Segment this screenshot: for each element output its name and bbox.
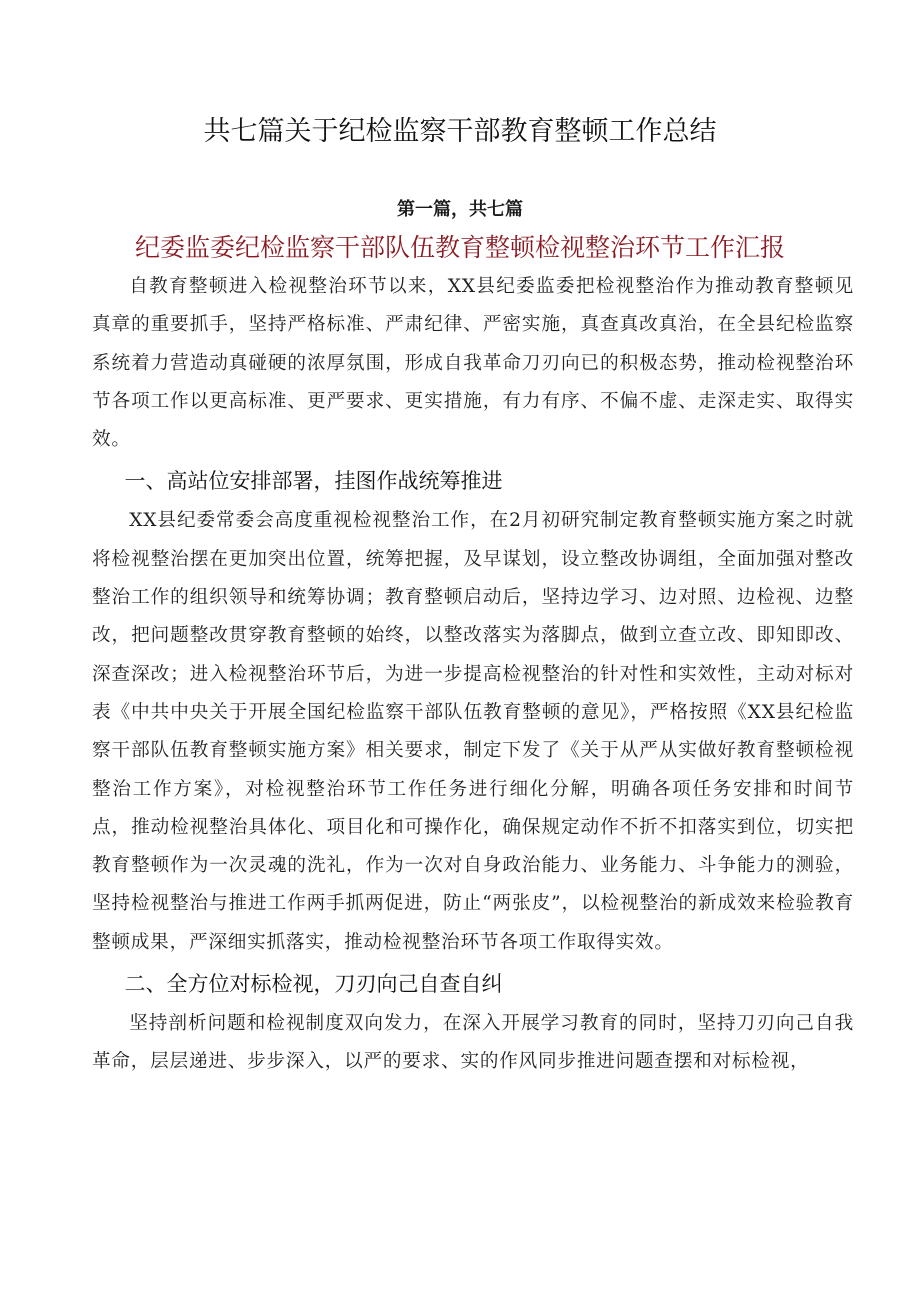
section-2-paragraph: 坚持剖析问题和检视制度双向发力，在深入开展学习教育的同时，坚持刀刃向己自我革命，层层递进、步步深入，以严的要求、实的作风同步推进问题查摆和对标检视，	[92, 1013, 854, 1073]
document-body	[92, 268, 854, 1082]
intro-paragraph: 自教育整顿进入检视整治环节以来，XX县纪委监委把检视整治作为推动教育整顿见真章的重要抓手，坚持严格标准、严肃纪律、严密实施，真查真改真治，在全县纪检监察系统着力营造动真碰硬的浓厚氛围，形成自我革命刀刃向已的积极态势，推动检视整治环节各项工作以更高标准、更严要求、更实措施，有力有序、不偏不虚、走深走实、取得实效。	[92, 276, 854, 451]
section-1-paragraph: XX县纪委常委会高度重视检视整治工作，在2月初研究制定教育整顿实施方案之时就将检视整治摆在更加突出位置，统筹把握，及早谋划，设立整改协调组，全面加强对整改整治工作的组织领导和统筹协调；教育整顿启动后，坚持边学习、边对照、边检视、边整改，把问题整改贯穿教育整顿的始终，以整改落实为落脚点，做到立查立改、即知即改、深查深改；进入检视整治环节后，为进一步提高检视整治的针对性和实效性，主动对标对表《中共中央关于开展全国纪检监察干部队伍教育整顿的意见》，严格按照《XX县纪检监察干部队伍教育整顿实施方案》相关要求，制定下发了《关于从严从实做好教育整顿检视整治工作方案》，对检视整治环节工作任务进行细化分解，明确各项任务安排和时间节点，推动检视整治具体化、项目化和可操作化，确保规定动作不折不扣落实到位，切实把教育整顿作为一次灵魂的洗礼，作为一次对自身政治能力、业务能力、斗争能力的测验，坚持检视整治与推进工作两手抓两促进，防止“两张皮”，以检视整治的新成效来检验教育整顿成果，严深细实抓落实，推动检视整治环节各项工作取得实效。	[92, 510, 854, 953]
section-subtitle: 纪委监委纪检监察干部队伍教育整顿检视整治环节工作汇报	[134, 233, 785, 262]
part-label: 第一篇，共七篇	[397, 199, 523, 220]
document-title: 共七篇关于纪检监察干部教育整顿工作总结	[203, 116, 717, 147]
section-heading-1: 一、高站位安排部署，挂图作战统筹推进	[124, 469, 503, 494]
section-heading-2: 二、全方位对标检视，刀刃向己自查自纠	[124, 972, 503, 997]
